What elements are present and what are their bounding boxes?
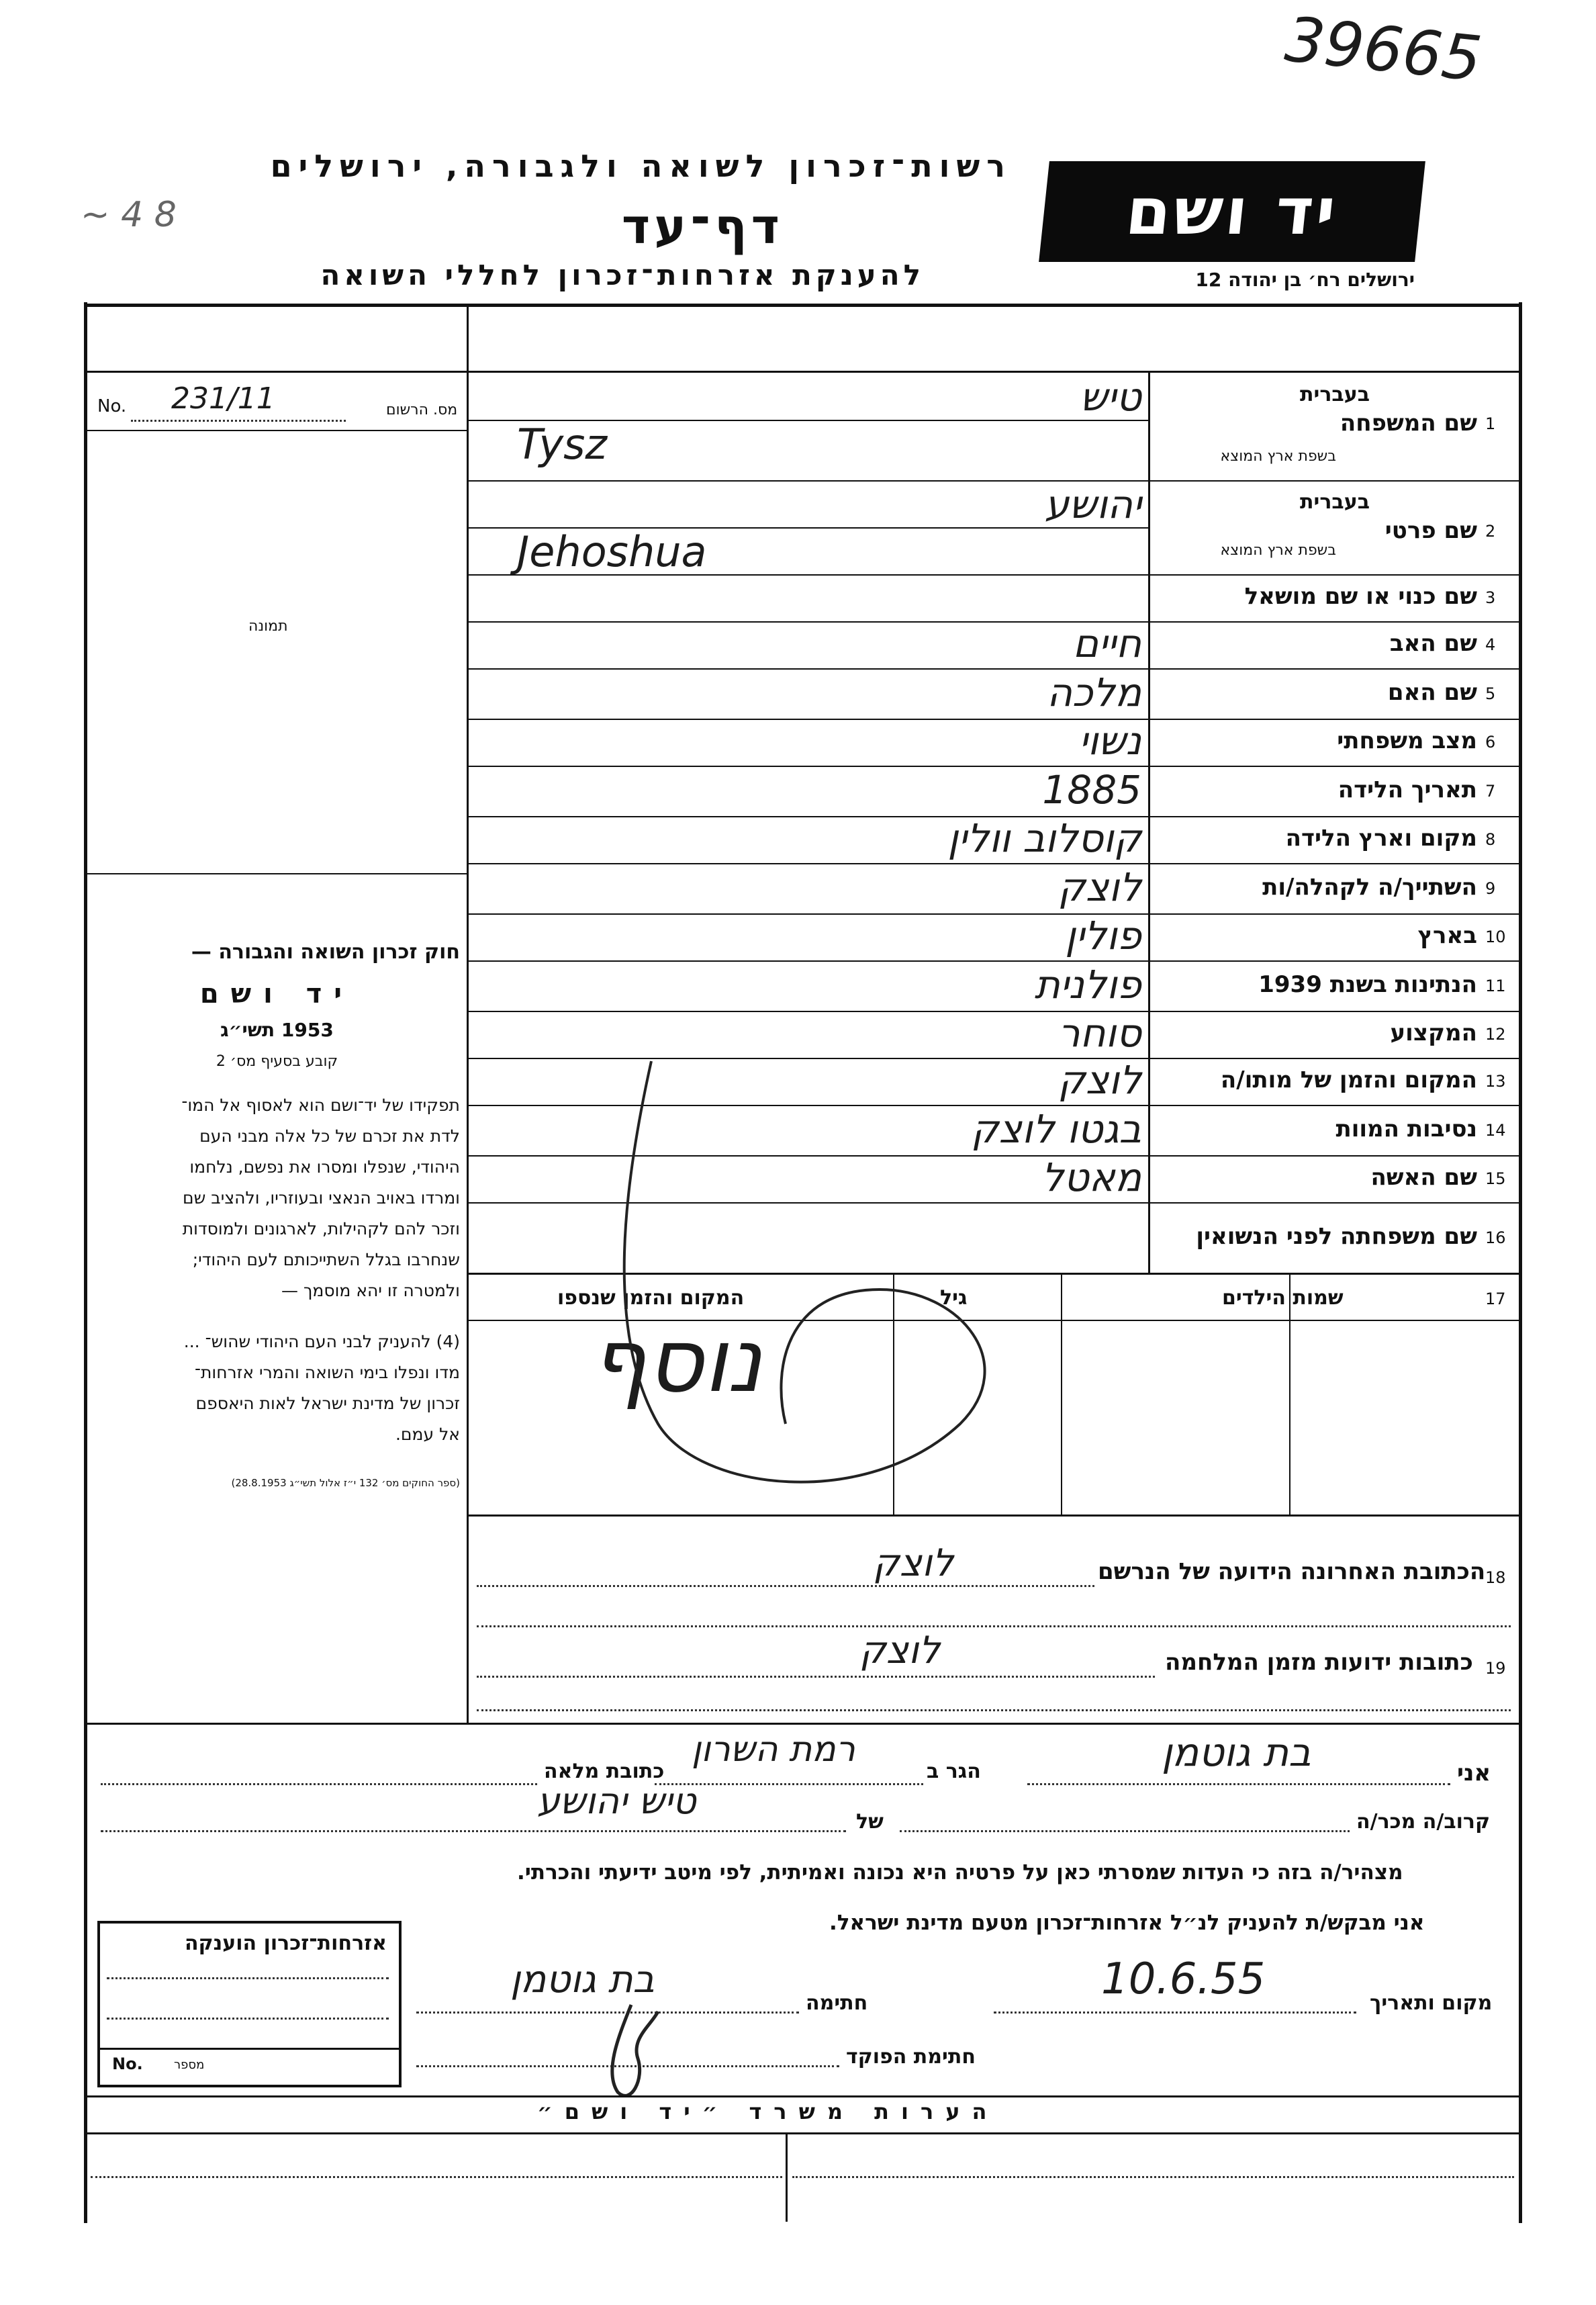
- grant-box-no: No.: [112, 2054, 143, 2073]
- photo-label: תמונה: [248, 618, 288, 635]
- cross-out-loop: [584, 1048, 1000, 1518]
- office-notes-header: הערות משרד ״יד ושם״: [537, 2099, 999, 2124]
- law-line: (4) להעניק לבני העם היהודי שהוש־ ...: [183, 1332, 460, 1351]
- row-number: 12: [1485, 1025, 1506, 1044]
- field-subtag: בשפת ארץ המוצא: [1220, 448, 1336, 465]
- field-label: השתייך/ה לקהלה/ות: [1262, 873, 1477, 901]
- field-value-latin: Tysz: [517, 420, 608, 469]
- war-addresses-label: כתובות ידועות מזמן המלחמה: [1165, 1649, 1473, 1676]
- last-address-value: לוצק: [873, 1541, 954, 1585]
- field-label: הנתינות בשנת 1939: [1258, 970, 1477, 998]
- field-value: לוצק: [1058, 864, 1141, 910]
- row-number: 3: [1485, 588, 1496, 607]
- place-date-label: מקום ותאריך: [1370, 1991, 1493, 2015]
- law-line: אל עמם.: [395, 1425, 460, 1444]
- field-label: שם האב: [1389, 630, 1477, 657]
- logo-text: יד ושם: [1122, 174, 1342, 249]
- law-line: זכרון של מדינת ישראל לאות היאספם: [195, 1394, 460, 1413]
- declarant-resides-label: הגר ב: [927, 1760, 981, 1783]
- law-line: היהודי, שנפלו ומסרו את נפשם, נלחמו: [189, 1157, 460, 1177]
- row-number: 19: [1485, 1659, 1506, 1678]
- field-value: בגטו לוצק: [971, 1105, 1141, 1152]
- children-age-header: גיל: [940, 1286, 968, 1310]
- declarant-signature: בת גוטמן: [510, 1958, 655, 2001]
- law-title: חוק זכרון השואה והגבורה —: [191, 940, 460, 964]
- row-number: 6: [1485, 733, 1496, 752]
- field-label: שם כנוי או שם מושאל: [1244, 583, 1477, 610]
- field-value: מלכה: [1047, 669, 1141, 715]
- law-section: קובע בסעיף מס׳ 2: [216, 1053, 338, 1070]
- field-value: מאטל: [1041, 1155, 1141, 1200]
- last-address-label: הכתובת האחרונה הידועה של הנרשם: [1098, 1558, 1486, 1585]
- declarant-name: בת גוטמן: [1162, 1729, 1311, 1775]
- relative-name: טיש יהושע: [537, 1780, 696, 1822]
- children-names-header: שמות הילדים: [1222, 1286, 1344, 1310]
- relation-label: קרוב/ה מכר/ה: [1356, 1810, 1491, 1834]
- law-line: מדו ונפלו בימי השואה והמרי אזרחות־: [194, 1363, 460, 1382]
- stamp-number: 39665: [1282, 3, 1485, 96]
- row-number: 9: [1485, 878, 1496, 898]
- field-value: פולין: [1065, 913, 1141, 958]
- field-tag: בעברית: [1300, 490, 1370, 514]
- law-name: יד ושם: [199, 979, 355, 1009]
- law-line: ולמטרה זו יהא מוסמך —: [281, 1281, 460, 1300]
- row-number: 14: [1485, 1120, 1506, 1140]
- law-block: [94, 940, 460, 1489]
- law-year: 1953 תשי״ג: [220, 1019, 334, 1041]
- field-label: שם המשפחה: [1340, 410, 1477, 437]
- declarant-city: רמת השרון: [692, 1729, 855, 1770]
- row-number: 17: [1485, 1290, 1506, 1308]
- field-label: בארץ: [1417, 922, 1477, 949]
- field-value-latin: Jehoshua: [517, 527, 707, 576]
- declaration-text: מצהיר/ה בזה כי העדות שמסרתי כאן על פרטיה היא נכונה ואמיתית, לפי מיטב ידיעתי והכרתי.: [517, 1860, 1403, 1885]
- field-value: חיים: [1072, 621, 1141, 666]
- grant-box-title: אזרחות־זכרון הוענקה: [184, 1932, 387, 1955]
- field-value: קוסלוב וולין: [947, 815, 1141, 861]
- declaration-date: 10.6.55: [1101, 1954, 1266, 2004]
- yad-vashem-logo: [1039, 161, 1425, 262]
- row-number: 5: [1485, 684, 1496, 703]
- registration-number: 231/11: [171, 381, 275, 416]
- field-label: מצב משפחתי: [1337, 727, 1477, 754]
- law-source: (ספר החוקים מס׳ 132 י״ז אלול תשי״ג 28.8.1953): [231, 1477, 460, 1489]
- row-number: 18: [1485, 1568, 1506, 1587]
- row-number: 8: [1485, 830, 1496, 849]
- children-place-header: המקום והזמן שנספו: [557, 1286, 745, 1310]
- request-text: אני מבקש/ת להעניק לנ״ל אזרחות־זכרון מטעם מדינת ישראל.: [829, 1911, 1425, 1935]
- row-number: 1: [1485, 414, 1496, 433]
- grant-box: [97, 1921, 402, 2087]
- row-number: 4: [1485, 635, 1496, 654]
- field-label: המקום והזמן של מותו/ה: [1220, 1067, 1477, 1093]
- field-value: טיש: [1080, 374, 1141, 420]
- field-label: מקום וארץ הלידה: [1285, 825, 1477, 852]
- row-number: 11: [1485, 976, 1506, 995]
- registration-label: מס. הרשום: [386, 402, 458, 418]
- field-value: פולנית: [1034, 961, 1141, 1007]
- field-value: לוצק: [1058, 1057, 1141, 1103]
- field-tag: בעברית: [1300, 383, 1370, 406]
- field-label: שם משפחתה לפני הנשואין: [1196, 1222, 1477, 1250]
- row-number: 15: [1485, 1169, 1506, 1188]
- authority-title: רשות־זכרון לשואה ולגבורה, ירושלים: [270, 148, 1012, 184]
- law-line: תפקידו של יד־ושם הוא לאסוף אל המו־: [181, 1095, 460, 1115]
- field-label: נסיבות המוות: [1335, 1115, 1477, 1142]
- field-value: 1885: [1042, 766, 1141, 813]
- children-crossed-out: נוסף: [591, 1310, 762, 1412]
- logo-address: ירושלים רח׳ בן יהודה 12: [1195, 269, 1415, 291]
- law-line: ומרדו באויב הנאצי ובעוזריו, ולהציב שם: [183, 1188, 460, 1208]
- field-label: שם האשה: [1370, 1164, 1477, 1191]
- declarant-ani: אני: [1457, 1760, 1491, 1787]
- field-value: סוחר: [1058, 1010, 1141, 1056]
- row-number: 10: [1485, 928, 1506, 946]
- officer-signature-mark: [591, 1998, 671, 2106]
- relation-of: של: [856, 1810, 884, 1834]
- row-number: 13: [1485, 1072, 1506, 1091]
- field-label: שם פרטי: [1384, 517, 1477, 544]
- field-label: תאריך הלידה: [1337, 776, 1477, 803]
- registration-prefix: No.: [97, 396, 127, 416]
- form-subtitle: להענקת אזרחות־זכרון לחללי השואה: [320, 259, 925, 291]
- signature-label: חתימה: [806, 1991, 868, 2015]
- field-value: יהושע: [1044, 482, 1141, 527]
- address-label: כתובת מלאה: [544, 1760, 665, 1783]
- field-label: המקצוע: [1390, 1020, 1477, 1046]
- row-number: 7: [1485, 781, 1496, 801]
- war-addresses-value: לוצק: [859, 1629, 941, 1672]
- law-line: לדת את זכרם של כל אלה מבני העם: [199, 1126, 460, 1146]
- field-value: נשוי: [1078, 718, 1141, 764]
- law-line: וזכר להם לקהילות, לארגונים ולמוסדות: [182, 1219, 460, 1238]
- officer-signature-label: חתימת הפוקד: [846, 2045, 976, 2069]
- row-number: 2: [1485, 522, 1496, 541]
- grant-box-number-label: מספר: [174, 2058, 205, 2072]
- field-label: שם האם: [1387, 678, 1477, 706]
- field-subtag: בשפת ארץ המוצא: [1220, 542, 1336, 559]
- form-title: דף־עד: [621, 198, 784, 255]
- row-number: 16: [1485, 1228, 1506, 1247]
- corner-mark: ~ 4 8: [81, 195, 177, 235]
- law-line: שנחרבו בגלל השתייכותם לעם היהודי;: [192, 1250, 460, 1269]
